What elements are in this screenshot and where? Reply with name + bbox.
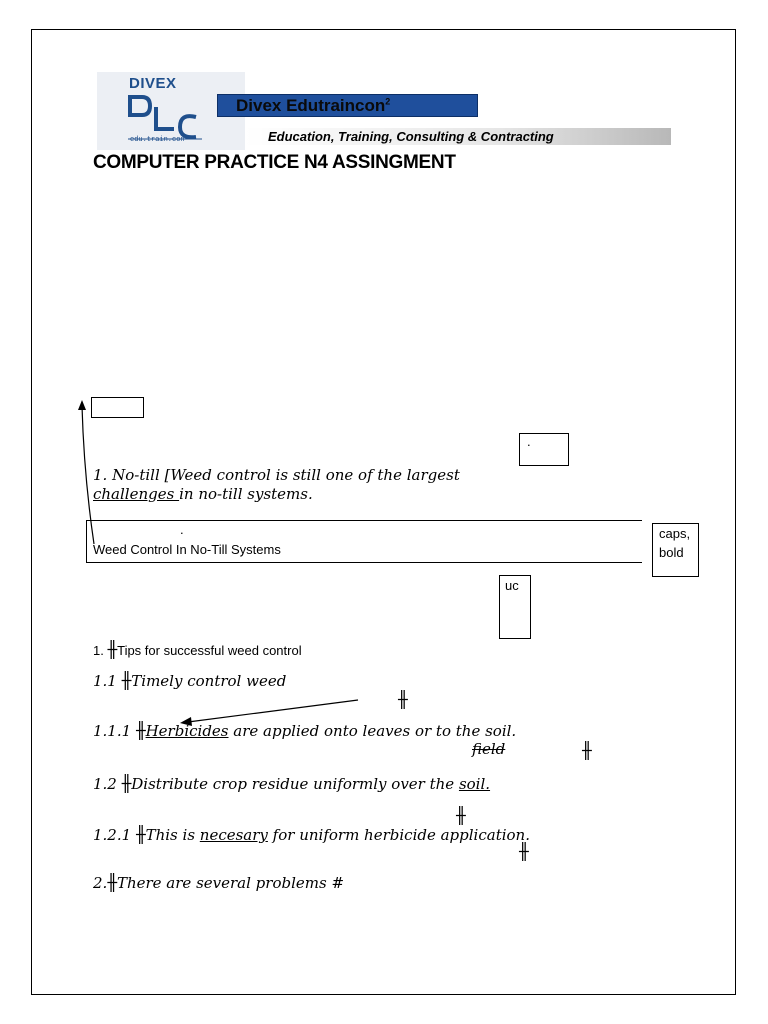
bold-note-line: bold <box>659 545 684 560</box>
list-item-1-2: 1.2 ╫Distribute crop residue uniformly over the soil. <box>93 774 491 793</box>
page-title: COMPUTER PRACTICE N4 ASSINGMENT <box>93 152 456 173</box>
transpose-mark-3: ╫ <box>456 806 466 825</box>
list-item-1-1: 1.1 ╫Timely control weed <box>93 671 287 690</box>
logo-banner-name: Divex Edutraincon$^2$ <box>236 96 391 115</box>
list-item-1-1-1: 1.1.1 ╫Herbicides are applied onto leaves or to the soil. <box>93 721 517 740</box>
annotation-dot: . <box>527 434 531 449</box>
caps-note-line: caps, <box>659 526 691 541</box>
transpose-mark-4: ╫ <box>519 842 529 861</box>
logo-brand-text: DIVEX <box>129 75 177 92</box>
paragraph-1-line-2: challenges in no-till systems. <box>93 485 313 503</box>
logo-banner-superscript: 2 <box>385 96 391 107</box>
transpose-mark-2: ╫ <box>582 741 592 760</box>
uc-note-text: uc <box>505 578 519 593</box>
logo-url-text: edu.train.con² <box>130 136 189 144</box>
paragraph-1-line-1: 1. No-till [Weed control is still one of the largest <box>93 466 460 484</box>
uc-note <box>499 575 531 639</box>
heading-dot: . <box>180 522 184 537</box>
list-item-1-2-1: 1.2.1 ╫This is necesary for uniform herbicide application. <box>93 825 530 844</box>
annotation-box-dot <box>519 433 569 466</box>
struck-word: field <box>472 740 506 758</box>
transpose-mark-1: ╫ <box>398 690 408 709</box>
heading-box-text: Weed Control In No-Till Systems <box>93 542 281 557</box>
caps-bold-note <box>652 523 699 577</box>
logo-dlc-icon <box>126 93 206 141</box>
list-item-1: 1. ╫Tips for successful weed control <box>93 640 302 659</box>
logo-tagline: Education, Training, Consulting & Contracting <box>268 129 554 144</box>
list-item-2: 2.╫There are several problems # <box>93 873 345 892</box>
